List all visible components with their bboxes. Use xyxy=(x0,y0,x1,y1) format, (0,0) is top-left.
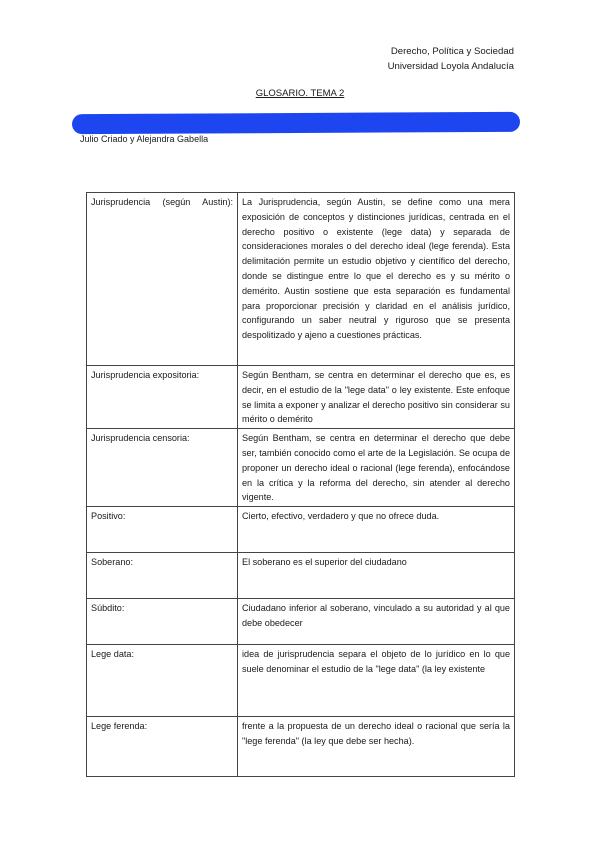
document-title xyxy=(0,88,600,99)
glossary-definition: idea de jurisprudencia separa el objeto de lo jurídico en lo que suele denominar el estudio de la "lege data" (la ley existente xyxy=(238,645,515,717)
university-name: Universidad Loyola Andalucía xyxy=(387,61,514,72)
glossary-term: Jurisprudencia expositoria: xyxy=(87,366,238,429)
glossary-definition: frente a la propuesta de un derecho ideal o racional que sería la "lege ferenda" (la ley que debe ser hecha). xyxy=(238,717,515,777)
document-header xyxy=(388,44,514,74)
glossary-term: Positivo: xyxy=(87,507,238,553)
course-name: Derecho, Política y Sociedad xyxy=(390,46,514,57)
glossary-term: Súbdito: xyxy=(87,599,238,645)
glossary-term: Lege ferenda: xyxy=(87,717,238,777)
document-title-text: GLOSARIO. TEMA 2 xyxy=(255,88,345,99)
glossary-term xyxy=(87,193,238,366)
authors-line: Julio Criado y Alejandra Gabella xyxy=(80,134,209,144)
glossary-row xyxy=(87,599,515,645)
glossary-row xyxy=(87,193,515,366)
glossary-term: Soberano: xyxy=(87,553,238,599)
glossary-definition: Según Bentham, se centra en determinar el derecho que es, es decir, en el estudio de la "lege data" o ley existente. Este enfoque se limita a exponer y analizar el derecho positivo sin considerar su mérito o demérito xyxy=(238,366,515,429)
glossary-table xyxy=(86,192,515,777)
glossary-definition: El soberano es el superior del ciudadano xyxy=(238,553,515,599)
glossary-row xyxy=(87,553,515,599)
glossary-row xyxy=(87,429,515,507)
glossary-term: Jurisprudencia censoria: xyxy=(87,429,238,507)
glossary-row xyxy=(87,366,515,429)
glossary-row xyxy=(87,507,515,553)
glossary-row xyxy=(87,645,515,717)
glossary-definition: Según Bentham, se centra en determinar el derecho que debe ser, también conocido como el arte de la Legislación. Se ocupa de proponer un derecho ideal o racional (lege ferenda), enfocándose en la crítica y la reforma del derecho, sin atender al derecho vigente. xyxy=(238,429,515,507)
glossary-term-text: Jurisprudencia (según Austin): xyxy=(91,197,233,207)
glossary-definition: La Jurisprudencia, según Austin, se define como una mera exposición de conceptos y distinciones jurídicas, centrada en el derecho positivo o existente (lege data) y separada de consideraciones morales o del derecho ideal (lege ferenda). Esta delimitación permite un estudio objetivo y científico del derecho, donde se distingue entre lo que el derecho es y su mérito o demérito. Austin sostiene que esta separación es fundamental para proporcionar precisión y claridad en el análisis jurídico, configurando un saber neutral y riguroso que se presenta despolitizado y ajeno a cuestiones prácticas. xyxy=(238,193,515,366)
glossary-term: Lege data: xyxy=(87,645,238,717)
glossary-definition: Ciudadano inferior al soberano, vinculado a su autoridad y al que debe obedecer xyxy=(238,599,515,645)
redaction-mark xyxy=(72,112,520,134)
glossary-definition: Cierto, efectivo, verdadero y que no ofrece duda. xyxy=(238,507,515,553)
glossary-row xyxy=(87,717,515,777)
